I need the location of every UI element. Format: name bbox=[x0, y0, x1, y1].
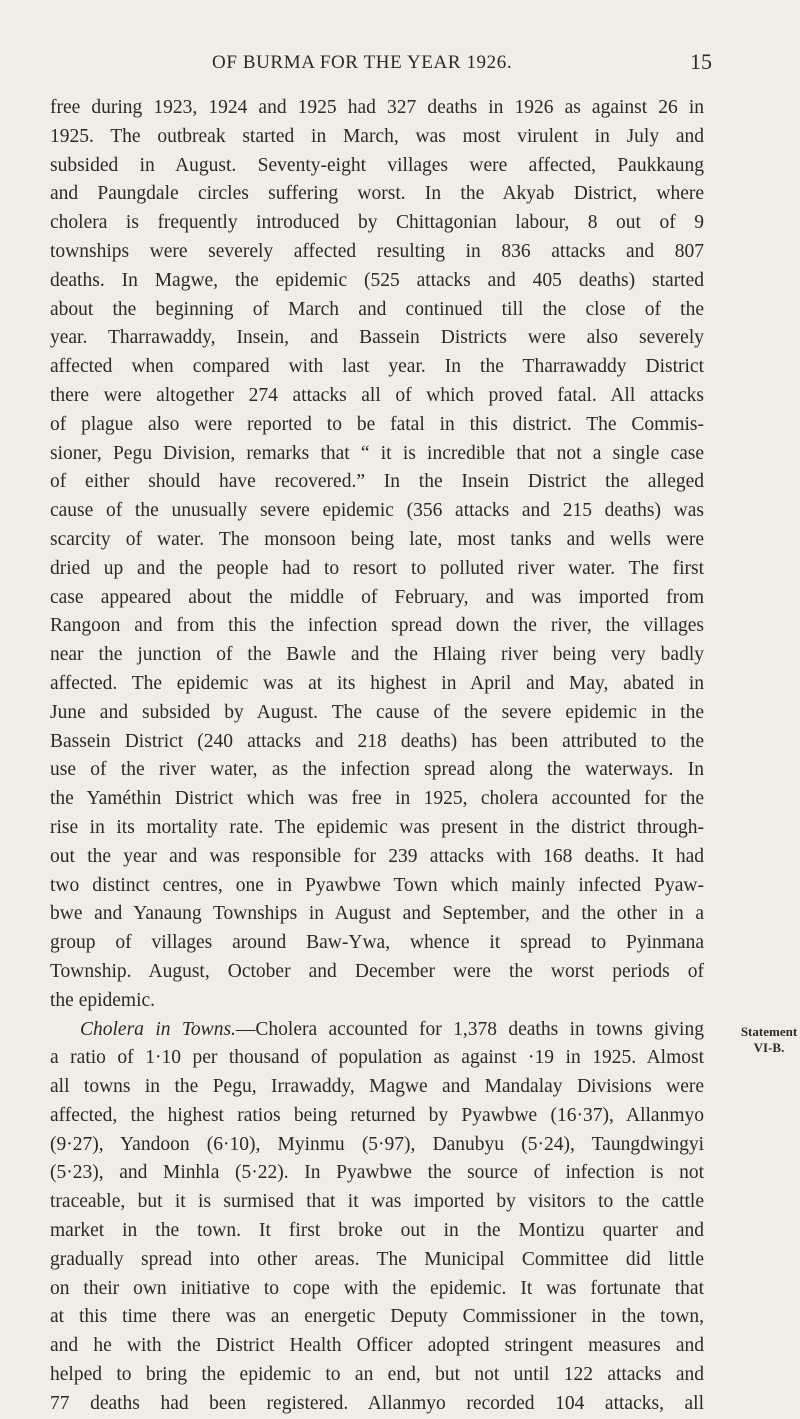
text-line: cholera is frequently introduced by Chittagonian labour, 8 out of 9 bbox=[50, 212, 704, 234]
text-line: near the junction of the Bawle and the Hlaing river being very badly bbox=[50, 644, 704, 666]
text-line: the Yaméthin District which was free in 1925, cholera accounted for the bbox=[50, 788, 704, 810]
text-line: 1925. The outbreak started in March, was most virulent in July and bbox=[50, 125, 704, 147]
text-line: June and subsided by August. The cause of the severe epidemic in the bbox=[50, 701, 704, 723]
text-line: there were altogether 274 attacks all of which proved fatal. All attacks bbox=[50, 384, 704, 406]
text-line: traceable, but it is surmised that it was imported by visitors to the cattle bbox=[50, 1191, 704, 1213]
text-line: scarcity of water. The monsoon being late, most tanks and wells were bbox=[50, 528, 704, 550]
text-line: Rangoon and from this the infection spread down the river, the villages bbox=[50, 615, 704, 637]
text-line: on their own initiative to cope with the epidemic. It was fortunate that bbox=[50, 1277, 704, 1299]
text-line: cause of the unusually severe epidemic (356 attacks and 215 deaths) was bbox=[50, 500, 704, 522]
text-line: Township. August, October and December were the worst periods of bbox=[50, 960, 704, 982]
section-first-line-text: —Cholera accounted for 1,378 deaths in towns giving bbox=[235, 1018, 704, 1040]
text-line: and Paungdale circles suffering worst. In the Akyab District, where bbox=[50, 183, 704, 205]
margin-note bbox=[740, 1024, 798, 1056]
running-head bbox=[0, 49, 800, 82]
text-line: gradually spread into other areas. The Municipal Committee did little bbox=[50, 1248, 704, 1270]
text-line: a ratio of 1·10 per thousand of population as against ·19 in 1925. Almost bbox=[50, 1047, 704, 1069]
text-line: and he with the District Health Officer adopted stringent measures and bbox=[50, 1335, 704, 1357]
text-line: dried up and the people had to resort to polluted river water. The first bbox=[50, 557, 704, 579]
section-first-line bbox=[50, 1016, 704, 1045]
text-line: two distinct centres, one in Pyawbwe Town which mainly infected Pyaw- bbox=[50, 874, 704, 896]
text-line: subsided in August. Seventy-eight villages were affected, Paukkaung bbox=[50, 154, 704, 176]
text-line: about the beginning of March and continued till the close of the bbox=[50, 298, 704, 320]
text-line: out the year and was responsible for 239 attacks with 168 deaths. It had bbox=[50, 845, 704, 867]
page-header-title: OF BURMA FOR THE YEAR 1926. bbox=[212, 52, 513, 73]
text-line: at this time there was an energetic Deputy Commissioner in the town, bbox=[50, 1306, 704, 1328]
text-line: helped to bring the epidemic to an end, but not until 122 attacks and bbox=[50, 1364, 704, 1386]
text-line: affected, the highest ratios being returned by Pyawbwe (16·37), Allanmyo bbox=[50, 1104, 704, 1126]
text-line: Bassein District (240 attacks and 218 deaths) has been attributed to the bbox=[50, 730, 704, 752]
text-line: (9·27), Yandoon (6·10), Myinmu (5·97), Danubyu (5·24), Taungdwingyi bbox=[50, 1133, 704, 1155]
page-number: 15 bbox=[690, 49, 712, 74]
text-line: 77 deaths had been registered. Allanmyo recorded 104 attacks, all bbox=[50, 1392, 704, 1414]
margin-note-statement: Statement bbox=[740, 1024, 798, 1039]
text-line: sioner, Pegu Division, remarks that “ it is incredible that not a single case bbox=[50, 442, 704, 464]
text-line: deaths. In Magwe, the epidemic (525 attacks and 405 deaths) started bbox=[50, 269, 704, 291]
text-line: (5·23), and Minhla (5·22). In Pyawbwe the source of infection is not bbox=[50, 1162, 704, 1184]
text-line: of plague also were reported to be fatal in this district. The Commis- bbox=[50, 413, 704, 435]
text-line: year. Tharrawaddy, Insein, and Bassein Districts were also severely bbox=[50, 327, 704, 349]
text-line: townships were severely affected resulting in 836 attacks and 807 bbox=[50, 240, 704, 262]
margin-note-reference: VI-B. bbox=[753, 1040, 785, 1055]
text-line: case appeared about the middle of February, and was imported from bbox=[50, 586, 704, 608]
body-text bbox=[50, 94, 704, 1419]
text-line: affected when compared with last year. In the Tharrawaddy District bbox=[50, 356, 704, 378]
text-line: the epidemic. bbox=[50, 989, 156, 1011]
text-line: all towns in the Pegu, Irrawaddy, Magwe and Mandalay Divisions were bbox=[50, 1076, 704, 1098]
text-line: group of villages around Baw-Ywa, whence it spread to Pyinmana bbox=[50, 932, 704, 954]
text-line: rise in its mortality rate. The epidemic was present in the district through- bbox=[50, 816, 704, 838]
text-line: bwe and Yanaung Townships in August and September, and the other in a bbox=[50, 903, 704, 925]
text-line: market in the town. It first broke out in the Montizu quarter and bbox=[50, 1220, 704, 1242]
text-line: of either should have recovered.” In the Insein District the alleged bbox=[50, 471, 704, 493]
text-line: use of the river water, as the infection spread along the waterways. In bbox=[50, 759, 704, 781]
text-line: free during 1923, 1924 and 1925 had 327 deaths in 1926 as against 26 in bbox=[50, 97, 704, 118]
text-line: affected. The epidemic was at its highest in April and May, abated in bbox=[50, 672, 704, 694]
section-heading: Cholera in Towns. bbox=[80, 1018, 236, 1040]
